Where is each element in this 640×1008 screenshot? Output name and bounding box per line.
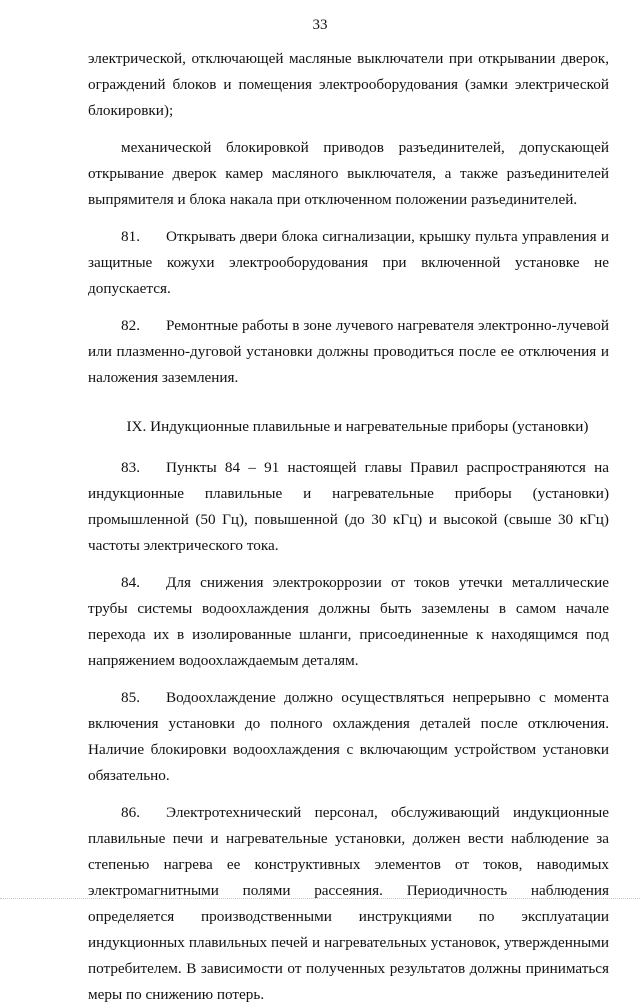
clause-83: [88, 455, 609, 559]
clause-number: 85.: [121, 689, 140, 706]
paragraph-electrical-interlock: [88, 46, 609, 124]
paragraph-mechanical-interlock: [88, 135, 609, 213]
clause-text: Открывать двери блока сигнализации, крышку пульта управления и защитные кожухи электрооборудования при включенной установке не допускается.: [88, 228, 609, 297]
clause-85: [88, 685, 609, 789]
clause-text: Ремонтные работы в зоне лучевого нагревателя электронно-лучевой или плазменно-дуговой установки должны проводиться после ее отключения и наложения заземления.: [88, 317, 609, 386]
clause-text: Электротехнический персонал, обслуживающий индукционные плавильные печи и нагревательные установки, должен вести наблюдение за степенью нагрева ее конструктивных элементов от токов, наводимых электромагнитными полями рассеяния. Периодичность наблюдения определяется производственными инструкциями по эксплуатации индукционных плавильных печей и нагревательных установок, утвержденными потребителем. В зависимости от полученных результатов должны приниматься меры по снижению потерь.: [88, 804, 609, 1003]
clause-number: 84.: [121, 574, 140, 591]
clause-text: Пункты 84 – 91 настоящей главы Правил распространяются на индукционные плавильные и нагревательные приборы (установки) промышленной (50 Гц), повышенной (до 30 кГц) и высокой (свыше 30 кГц) частоты электрического тока.: [88, 459, 609, 554]
clause-number: 81.: [121, 228, 140, 245]
clause-82: [88, 313, 609, 391]
scan-edge-marks: [0, 894, 640, 899]
clause-text: Водоохлаждение должно осуществляться непрерывно с момента включения установки до полного охлаждения деталей после отключения. Наличие блокировки водоохлаждения с включающим устройством установки обязательно.: [88, 689, 609, 784]
clause-number: 82.: [121, 317, 140, 334]
clause-81: [88, 224, 609, 302]
paragraph-text: электрической, отключающей масляные выключатели при открывании дверок, ограждений блоков и помещения электрооборудования (замки электрической блокировки);: [88, 50, 609, 119]
clause-text: Для снижения электрокоррозии от токов утечки металлические трубы системы водоохлаждения должны быть заземлены в самом начале перехода их в изолированные шланги, присоединенные к находящимся под напряжением водоохлаждаемым деталям.: [88, 574, 609, 669]
clause-84: [88, 570, 609, 674]
clause-number: 86.: [121, 804, 140, 821]
page-number: 33: [312, 17, 328, 33]
paragraph-text: механической блокировкой приводов разъединителей, допускающей открывание дверок камер масляного выключателя, а также разъединителей выпрямителя и блока накала при отключенном положении разъединителей.: [88, 139, 609, 208]
page-content: [88, 46, 609, 1008]
section-heading: IX. Индукционные плавильные и нагревательные приборы (установки): [126, 418, 589, 435]
clause-86: [88, 800, 609, 1008]
clause-number: 83.: [121, 459, 140, 476]
